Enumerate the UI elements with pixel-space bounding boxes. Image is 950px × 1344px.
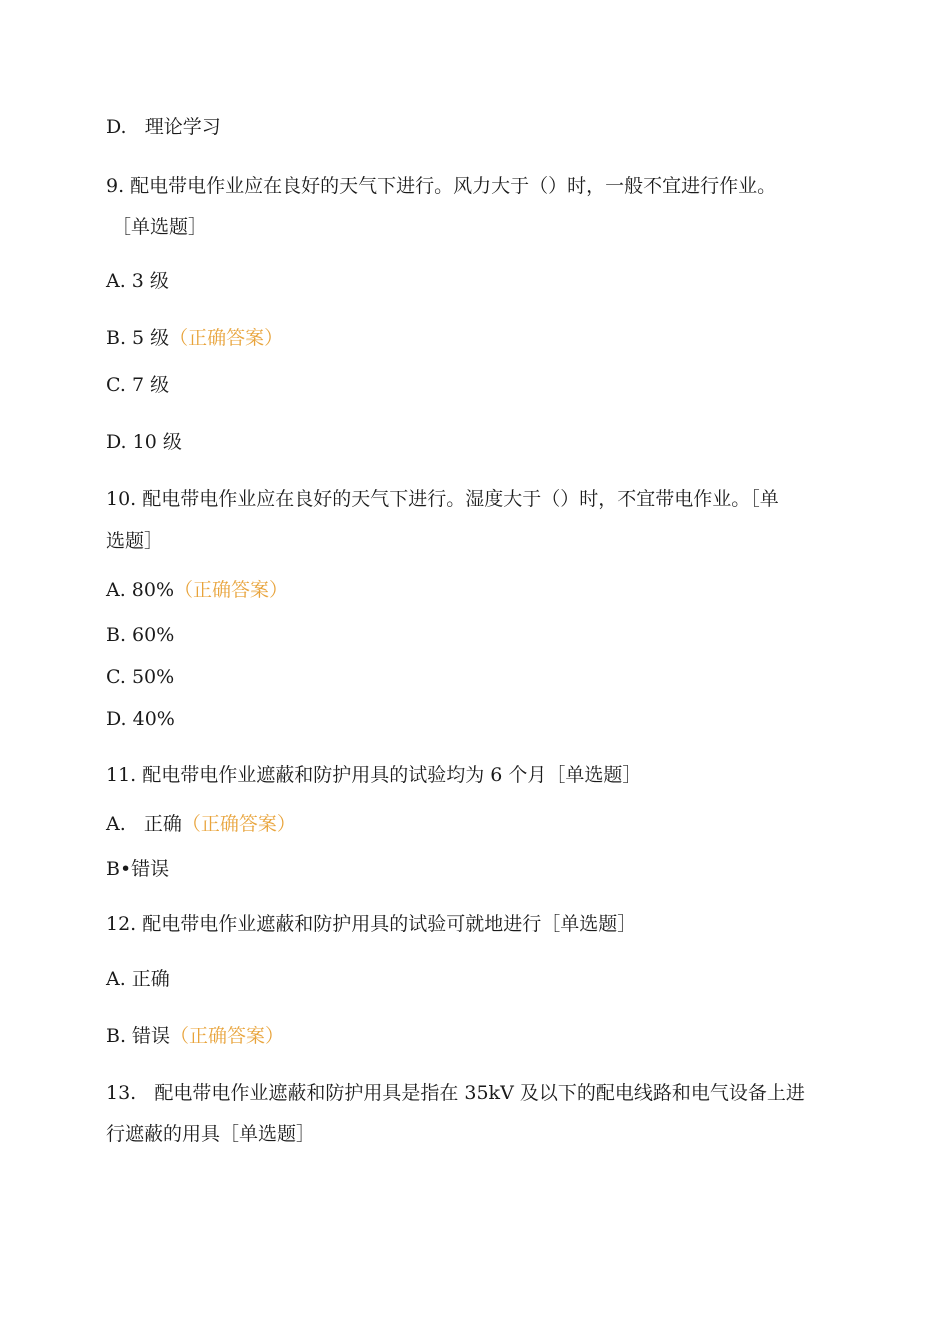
option-text: D. 10 级 <box>106 431 182 453</box>
question-10-cont <box>106 532 163 551</box>
question-9-type <box>112 218 207 237</box>
option-text: B. 5 级 <box>106 327 170 349</box>
correct-answer-marker: （正确答案） <box>181 813 296 835</box>
correct-answer-marker: （正确答案） <box>169 327 284 349</box>
option-d-q9 <box>106 433 182 452</box>
option-text: A. 正确 <box>106 968 170 990</box>
option-c-q10 <box>106 668 174 687</box>
option-text: A. 正确 <box>106 813 182 835</box>
question-text: 9. 配电带电作业应在良好的天气下进行。风力大于（）时，一般不宜进行作业。 <box>106 175 777 197</box>
option-b-q12 <box>106 1027 284 1046</box>
question-text: 13. 配电带电作业遮蔽和防护用具是指在 35kV 及以下的配电线路和电气设备上进 <box>106 1082 805 1104</box>
option-text: D. 理论学习 <box>106 116 221 138</box>
option-text: A. 3 级 <box>106 270 169 292</box>
option-text: B•错误 <box>106 858 170 880</box>
option-text: B. 错误 <box>106 1025 171 1047</box>
option-b-q10 <box>106 626 174 645</box>
option-text: A. 80% <box>106 579 175 601</box>
question-10 <box>106 490 779 509</box>
option-b-q11 <box>106 860 169 879</box>
option-c-q9 <box>106 376 169 395</box>
option-a-q9 <box>106 272 169 291</box>
question-type: ［单选题］ <box>112 216 208 238</box>
correct-answer-marker: （正确答案） <box>174 579 289 601</box>
option-a-q11 <box>106 815 296 834</box>
question-text: 12. 配电带电作业遮蔽和防护用具的试验可就地进行［单选题］ <box>106 913 637 935</box>
option-b-q9 <box>106 329 283 348</box>
question-text: 11. 配电带电作业遮蔽和防护用具的试验均为 6 个月［单选题］ <box>106 764 642 786</box>
question-13 <box>106 1084 805 1103</box>
option-a-q10 <box>106 581 288 600</box>
option-d-q10 <box>106 710 175 729</box>
correct-answer-marker: （正确答案） <box>170 1025 285 1047</box>
question-13-cont <box>106 1125 315 1144</box>
question-9 <box>106 177 776 196</box>
question-type: 选题］ <box>106 530 164 552</box>
question-text: 行遮蔽的用具［单选题］ <box>106 1123 316 1145</box>
question-12 <box>106 915 636 934</box>
option-text: C. 7 级 <box>106 374 170 396</box>
option-text: B. 60% <box>106 624 175 646</box>
option-d-q8 <box>106 118 221 137</box>
option-a-q12 <box>106 970 170 989</box>
option-text: D. 40% <box>106 708 175 730</box>
option-text: C. 50% <box>106 666 175 688</box>
question-text: 10. 配电带电作业应在良好的天气下进行。湿度大于（）时，不宜带电作业。［单 <box>106 488 779 510</box>
question-11 <box>106 766 641 785</box>
